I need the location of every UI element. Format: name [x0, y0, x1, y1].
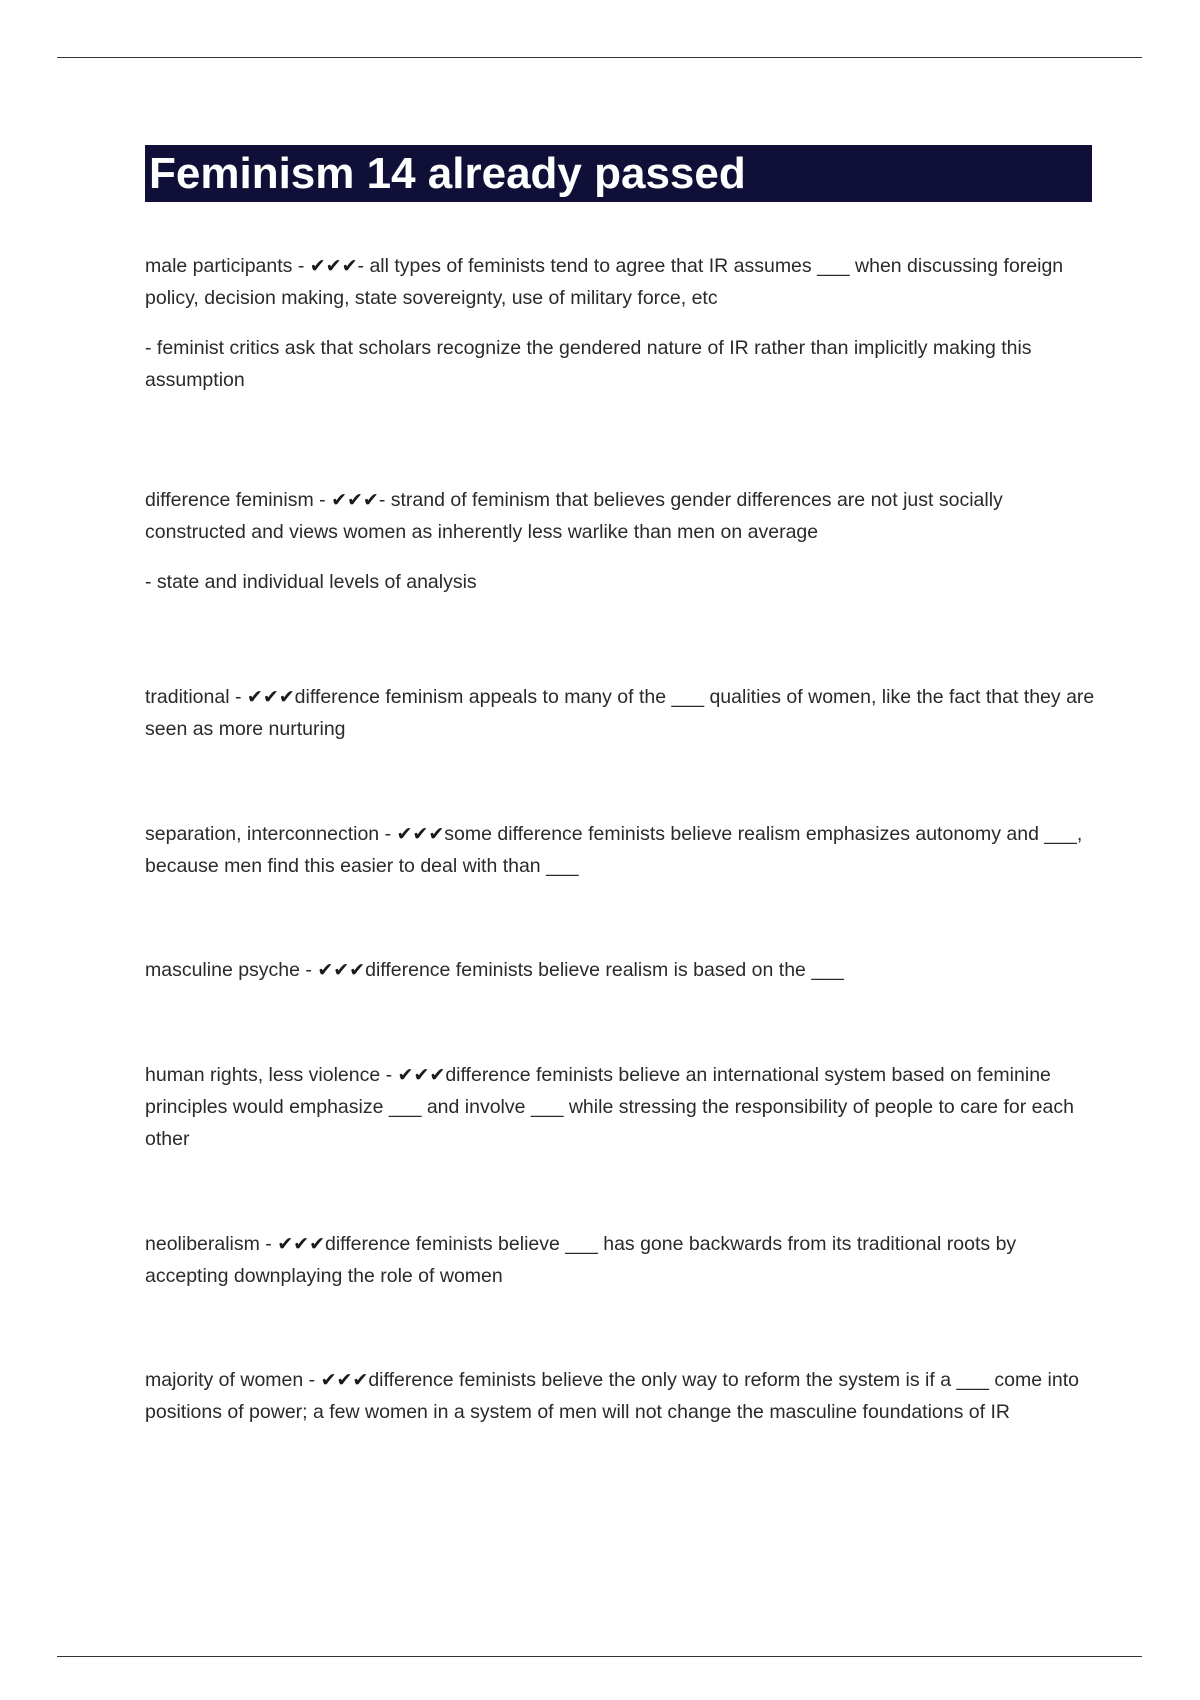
flashcard-entry — [145, 954, 1095, 986]
flashcard-entry — [145, 1059, 1095, 1155]
entry-definition: difference feminists believe an international system based on feminine principles would emphasize ___ and involve ___ while stressing the responsibility of people to care for each other — [145, 1064, 1074, 1150]
entry-separator: - — [259, 1233, 278, 1255]
entry-definition: difference feminism appeals to many of the ___ qualities of women, like the fact that they are seen as more nurturing — [145, 686, 1095, 740]
check-marks-icon: ✔✔✔ — [246, 686, 295, 708]
check-marks-icon: ✔✔✔ — [277, 1233, 325, 1255]
entry-line — [145, 681, 1095, 745]
entry-line — [145, 818, 1095, 882]
entry-separator: - — [300, 959, 318, 981]
entry-term: majority of women — [145, 1369, 304, 1391]
entry-term: male participants — [145, 255, 293, 277]
entry-separator: - — [357, 255, 370, 277]
document-body — [145, 145, 1095, 1428]
flashcard-entry — [145, 1228, 1095, 1292]
entry-term: human rights, less violence — [145, 1064, 381, 1086]
flashcard-entry — [145, 681, 1095, 745]
check-marks-icon: ✔✔✔ — [331, 489, 379, 511]
footer-rule — [57, 1656, 1142, 1657]
entry-term: neoliberalism — [145, 1233, 260, 1255]
entry-separator: - — [292, 255, 310, 277]
entry-definition: strand of feminism that believes gender differences are not just socially constructed and views women as inherently less warlike than men on average — [145, 489, 1003, 543]
entry-separator: - — [303, 1369, 321, 1391]
page-title: Feminism 14 already passed — [149, 149, 746, 198]
entry-separator: - — [380, 1064, 398, 1086]
flashcard-entry — [145, 250, 1095, 396]
entry-definition: all types of feminists tend to agree that IR assumes ___ when discussing foreign policy, decision making, state sovereignty, use of military force, etc — [145, 255, 1064, 309]
entry-separator: - — [229, 686, 247, 708]
entry-line — [145, 484, 1095, 548]
check-marks-icon: ✔✔✔ — [396, 823, 445, 845]
check-marks-icon: ✔✔✔ — [320, 1369, 369, 1391]
entry-separator: - — [378, 489, 391, 511]
entry-line — [145, 1228, 1095, 1292]
entry-definition: difference feminists believe ___ has gone backwards from its traditional roots by accepting downplaying the role of women — [145, 1233, 1017, 1287]
check-marks-icon: ✔✔✔ — [397, 1064, 446, 1086]
entry-line — [145, 1059, 1095, 1155]
entry-line — [145, 250, 1095, 314]
entry-line — [145, 1364, 1095, 1428]
entry-note: - feminist critics ask that scholars recognize the gendered nature of IR rather than implicitly making this assumption — [145, 337, 1032, 391]
entry-definition: some difference feminists believe realism emphasizes autonomy and ___, because men find this easier to deal with than ___ — [145, 823, 1083, 877]
entry-term: separation, interconnection — [145, 823, 380, 845]
entry-definition: difference feminists believe realism is based on the ___ — [365, 959, 844, 981]
entry-line — [145, 954, 1095, 986]
flashcard-entry — [145, 1364, 1095, 1428]
header-rule — [57, 57, 1142, 58]
entry-note: - state and individual levels of analysis — [145, 571, 477, 593]
entry-separator: - — [379, 823, 397, 845]
flashcard-entry — [145, 818, 1095, 882]
entry-term: masculine psyche — [145, 959, 300, 981]
flashcard-entry — [145, 484, 1095, 598]
check-marks-icon: ✔✔✔ — [317, 959, 366, 981]
title-banner — [145, 145, 1092, 202]
entry-separator: - — [313, 489, 332, 511]
entry-term: difference feminism — [145, 489, 314, 511]
entry-term: traditional — [145, 686, 230, 708]
check-marks-icon: ✔✔✔ — [309, 255, 358, 277]
entry-definition: difference feminists believe the only way to reform the system is if a ___ come into positions of power; a few women in a system of men will not change the masculine foundations of IR — [145, 1369, 1079, 1423]
